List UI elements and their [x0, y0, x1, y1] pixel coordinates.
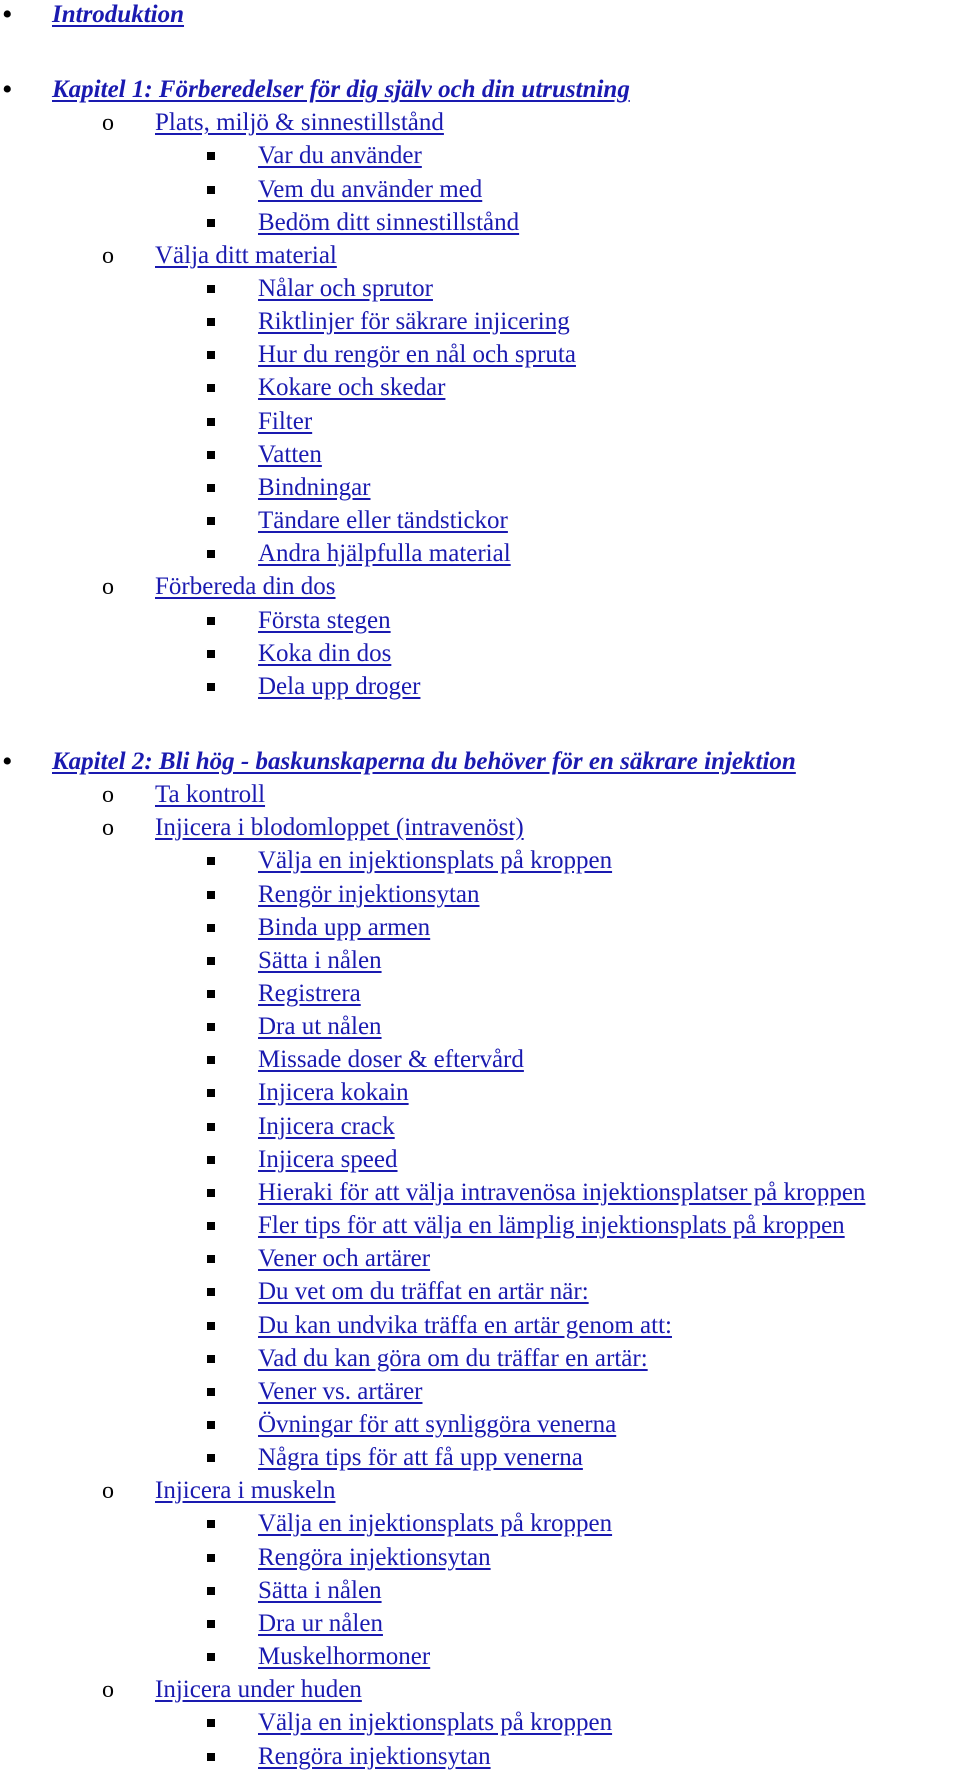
- bullet-square-icon: [207, 617, 215, 625]
- bullet-circle-icon: o: [102, 782, 114, 808]
- bullet-square-icon: [207, 1156, 215, 1164]
- toc-link[interactable]: Missade doser & eftervård: [258, 1046, 524, 1073]
- toc-link[interactable]: Riktlinjer för säkrare injicering: [258, 308, 570, 335]
- bullet-square-icon: [207, 1719, 215, 1727]
- toc-link[interactable]: Dra ut nålen: [258, 1013, 382, 1040]
- bullet-square-icon: [207, 650, 215, 658]
- bullet-square-icon: [207, 451, 215, 459]
- bullet-square-icon: [207, 891, 215, 899]
- toc-link[interactable]: Plats, miljö & sinnestillstånd: [155, 109, 444, 136]
- toc-link[interactable]: Bedöm ditt sinnestillstånd: [258, 209, 520, 236]
- bullet-circle-icon: o: [102, 243, 114, 269]
- toc-link[interactable]: Injicera kokain: [258, 1079, 409, 1106]
- toc-link[interactable]: Förbereda din dos: [155, 573, 336, 600]
- bullet-square-icon: [207, 318, 215, 326]
- toc-link[interactable]: Kapitel 1: Förberedelser för dig själv och din utrustning: [52, 76, 630, 103]
- toc-link[interactable]: Vener och artärer: [258, 1245, 431, 1272]
- bullet-square-icon: [207, 1753, 215, 1761]
- toc-link[interactable]: Sätta i nålen: [258, 1577, 382, 1604]
- toc-link[interactable]: Välja en injektionsplats på kroppen: [258, 847, 613, 874]
- bullet-square-icon: [207, 285, 215, 293]
- bullet-square-icon: [207, 186, 215, 194]
- toc-link[interactable]: Registrera: [258, 980, 361, 1007]
- toc-link[interactable]: Tändare eller tändstickor: [258, 507, 508, 534]
- toc-link[interactable]: Sätta i nålen: [258, 947, 382, 974]
- bullet-square-icon: [207, 1222, 215, 1230]
- toc-link[interactable]: Vener vs. artärer: [258, 1378, 423, 1405]
- toc-link[interactable]: Du vet om du träffat en artär när:: [258, 1278, 589, 1305]
- toc-link[interactable]: Vatten: [258, 441, 322, 468]
- bullet-square-icon: [207, 1620, 215, 1628]
- bullet-square-icon: [207, 1554, 215, 1562]
- toc-link[interactable]: Övningar för att synliggöra venerna: [258, 1411, 617, 1438]
- toc-link[interactable]: Hieraki för att välja intravenösa injektionsplatser på kroppen: [258, 1179, 866, 1206]
- bullet-square-icon: [207, 517, 215, 525]
- toc-link[interactable]: Vem du använder med: [258, 176, 483, 203]
- bullet-disc-icon: •: [2, 73, 13, 106]
- toc-link[interactable]: Injicera crack: [258, 1113, 395, 1140]
- toc-link[interactable]: Injicera i muskeln: [155, 1477, 336, 1504]
- toc-link[interactable]: Ta kontroll: [155, 781, 266, 808]
- bullet-square-icon: [207, 351, 215, 359]
- bullet-circle-icon: o: [102, 1478, 114, 1504]
- bullet-square-icon: [207, 1653, 215, 1661]
- toc-link[interactable]: Några tips för att få upp venerna: [258, 1444, 583, 1471]
- toc-link[interactable]: Kapitel 2: Bli hög - baskunskaperna du behöver för en säkrare injektion: [52, 748, 796, 775]
- toc-link[interactable]: Välja en injektionsplats på kroppen: [258, 1510, 613, 1537]
- bullet-disc-icon: •: [2, 745, 13, 778]
- toc-link[interactable]: Introduktion: [52, 1, 185, 28]
- toc-link[interactable]: Injicera speed: [258, 1146, 398, 1173]
- bullet-circle-icon: o: [102, 815, 114, 841]
- bullet-square-icon: [207, 484, 215, 492]
- toc-link[interactable]: Binda upp armen: [258, 914, 431, 941]
- toc-link[interactable]: Andra hjälpfulla material: [258, 540, 511, 567]
- toc-link[interactable]: Hur du rengör en nål och spruta: [258, 341, 576, 368]
- toc-link[interactable]: Koka din dos: [258, 640, 392, 667]
- toc-link[interactable]: Kokare och skedar: [258, 374, 446, 401]
- toc-link[interactable]: Första stegen: [258, 607, 391, 634]
- bullet-square-icon: [207, 1322, 215, 1330]
- bullet-square-icon: [207, 1421, 215, 1429]
- toc-link[interactable]: Var du använder: [258, 142, 422, 169]
- toc-link[interactable]: Filter: [258, 408, 313, 435]
- bullet-square-icon: [207, 418, 215, 426]
- bullet-circle-icon: o: [102, 574, 114, 600]
- bullet-square-icon: [207, 1189, 215, 1197]
- toc-link[interactable]: Rengöra injektionsytan: [258, 1743, 491, 1770]
- bullet-square-icon: [207, 1587, 215, 1595]
- bullet-square-icon: [207, 1355, 215, 1363]
- bullet-square-icon: [207, 1123, 215, 1131]
- bullet-square-icon: [207, 1056, 215, 1064]
- toc-link[interactable]: Vad du kan göra om du träffar en artär:: [258, 1345, 648, 1372]
- bullet-square-icon: [207, 219, 215, 227]
- toc-link[interactable]: Du kan undvika träffa en artär genom att:: [258, 1312, 672, 1339]
- bullet-circle-icon: o: [102, 1677, 114, 1703]
- bullet-square-icon: [207, 1454, 215, 1462]
- toc-link[interactable]: Muskelhormoner: [258, 1643, 431, 1670]
- bullet-square-icon: [207, 924, 215, 932]
- bullet-square-icon: [207, 683, 215, 691]
- bullet-square-icon: [207, 857, 215, 865]
- toc-link[interactable]: Nålar och sprutor: [258, 275, 433, 302]
- toc-link[interactable]: Bindningar: [258, 474, 371, 501]
- bullet-square-icon: [207, 1388, 215, 1396]
- toc-link[interactable]: Dra ur nålen: [258, 1610, 383, 1637]
- bullet-circle-icon: o: [102, 110, 114, 136]
- toc-link[interactable]: Fler tips för att välja en lämplig injektionsplats på kroppen: [258, 1212, 845, 1239]
- toc-link[interactable]: Injicera i blodomloppet (intravenöst): [155, 814, 524, 841]
- bullet-square-icon: [207, 1089, 215, 1097]
- toc-link[interactable]: Injicera under huden: [155, 1676, 362, 1703]
- toc-link[interactable]: Dela upp droger: [258, 673, 421, 700]
- bullet-square-icon: [207, 957, 215, 965]
- bullet-square-icon: [207, 384, 215, 392]
- bullet-square-icon: [207, 1520, 215, 1528]
- toc-link[interactable]: Välja en injektionsplats på kroppen: [258, 1709, 613, 1736]
- bullet-disc-icon: •: [2, 0, 13, 31]
- toc-link[interactable]: Rengöra injektionsytan: [258, 1544, 491, 1571]
- bullet-square-icon: [207, 550, 215, 558]
- bullet-square-icon: [207, 1255, 215, 1263]
- bullet-square-icon: [207, 1023, 215, 1031]
- bullet-square-icon: [207, 990, 215, 998]
- bullet-square-icon: [207, 1288, 215, 1296]
- bullet-square-icon: [207, 152, 215, 160]
- toc-link[interactable]: Välja ditt material: [155, 242, 337, 269]
- toc-link[interactable]: Rengör injektionsytan: [258, 881, 480, 908]
